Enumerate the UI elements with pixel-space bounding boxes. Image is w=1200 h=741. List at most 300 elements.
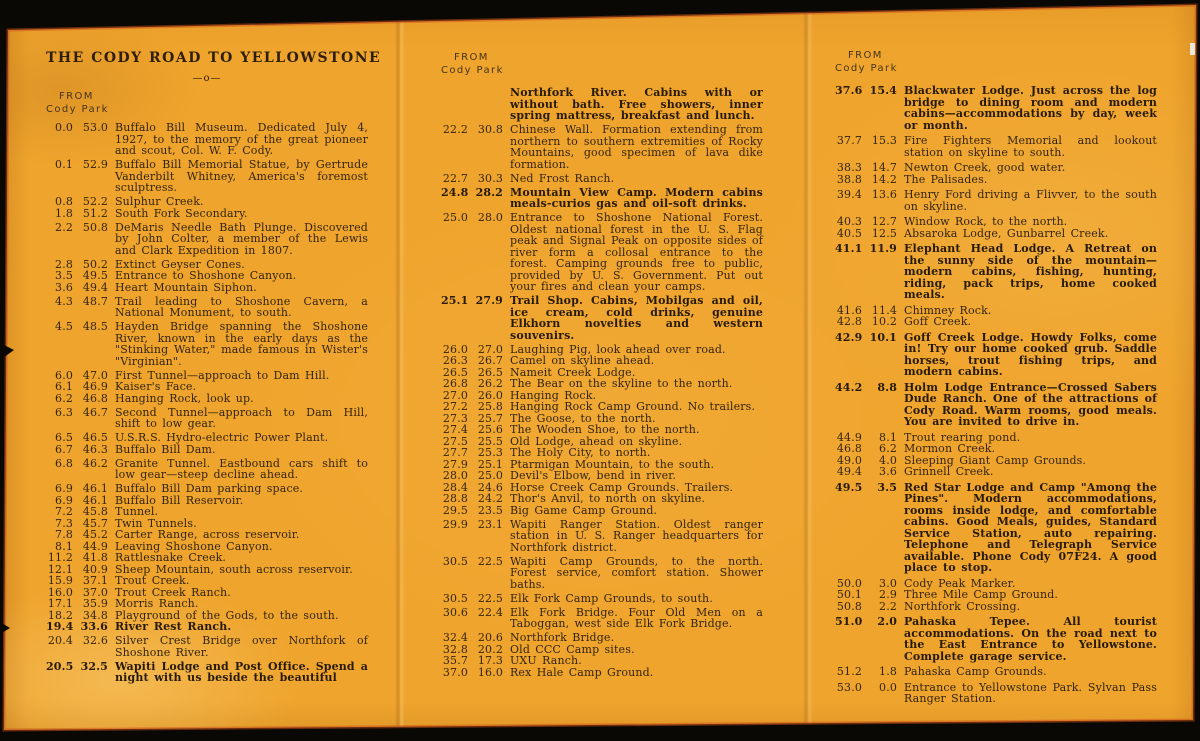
- miles-from-cody: 42.8: [836, 315, 862, 328]
- miles-to-yellowstone: 14.2: [871, 172, 897, 186]
- mileage-entry: [835, 666, 1157, 678]
- miles-to-yellowstone: 13.6: [871, 188, 897, 201]
- landmark-description: The Bear on the skyline to the north.: [510, 377, 733, 390]
- mileage-entry: [46, 282, 368, 294]
- miles-from-cody: 0.8: [55, 195, 73, 208]
- miles-from-cody: 24.8: [441, 185, 469, 199]
- miles-from-cody: 8.1: [55, 539, 73, 553]
- miles-from-cody: 6.3: [55, 405, 73, 419]
- miles-from-cody: 0.0: [55, 121, 73, 134]
- landmark-description: Hanging Rock, look up.: [115, 391, 254, 405]
- landmark-description: Trail leading to Shoshone Cavern, a National Monument, to south.: [115, 294, 368, 319]
- mileage-entry: [835, 316, 1157, 328]
- miles-from-cody: 16.0: [47, 585, 73, 599]
- landmark-description: Cody Peak Marker.: [904, 576, 1016, 590]
- miles-to-yellowstone: 20.6: [477, 631, 503, 644]
- miles-to-yellowstone: 26.5: [477, 365, 503, 379]
- cody-park-label: Cody Park: [835, 62, 898, 74]
- miles-to-yellowstone: 1.8: [879, 665, 897, 678]
- miles-to-yellowstone: 4.0: [879, 453, 897, 467]
- miles-to-yellowstone: 50.8: [82, 220, 108, 234]
- miles-from-cody: 30.5: [442, 554, 468, 568]
- mileage-entries: [46, 122, 368, 684]
- miles-to-yellowstone: 22.5: [477, 554, 503, 568]
- miles-to-yellowstone: 27.0: [477, 342, 503, 356]
- miles-from-cody: 20.4: [47, 634, 73, 647]
- landmark-description: Kaiser's Face.: [115, 380, 197, 393]
- landmark-description: The Goose, to the north.: [510, 411, 656, 425]
- miles-from-cody: 17.1: [47, 597, 73, 610]
- cody-park-label: Cody Park: [441, 64, 504, 76]
- landmark-description: Laughing Pig, look ahead over road.: [510, 342, 726, 356]
- mileage-entry: [46, 122, 368, 157]
- mileage-entry: [441, 124, 763, 170]
- landmark-description: Old CCC Camp sites.: [510, 642, 635, 656]
- miles-from-cody: 49.0: [836, 453, 862, 467]
- landmark-description: Pahaska Tepee. All tourist accommodations. On the road next to the East Entrance to Yellowstone. Complete garage service.: [904, 615, 1157, 663]
- landmark-description: Extinct Geyser Cones.: [115, 257, 245, 271]
- landmark-description: The Holy City, to north.: [510, 446, 651, 459]
- miles-to-yellowstone: 41.8: [82, 551, 108, 564]
- miles-to-yellowstone: 22.4: [477, 605, 503, 619]
- landmark-description: Ned Frost Ranch.: [510, 171, 615, 185]
- miles-to-yellowstone: 28.2: [475, 185, 503, 199]
- miles-to-yellowstone: 48.5: [82, 320, 108, 333]
- miles-from-cody: 53.0: [836, 680, 862, 694]
- from-label: FROM: [454, 52, 489, 63]
- mileage-entry: [46, 208, 368, 220]
- landmark-description: Mountain View Camp. Modern cabins meals-curios gas and oil-soft drinks.: [510, 185, 763, 210]
- miles-from-cody: 26.5: [442, 365, 468, 379]
- landmark-description: Hayden Bridge spanning the Shoshone River, known in the early days as the "Stinking Water," made famous in Wister's "Virginian".: [115, 320, 368, 368]
- miles-from-cody: 6.2: [55, 391, 73, 405]
- miles-from-cody: 26.8: [442, 377, 468, 390]
- miles-to-yellowstone: 46.7: [82, 405, 108, 419]
- landmark-description: Wapiti Lodge and Post Office. Spend a night with us beside the beautiful: [115, 659, 368, 684]
- miles-to-yellowstone: 10.2: [871, 315, 897, 328]
- miles-to-yellowstone: 10.1: [869, 330, 897, 344]
- mileage-entries: [835, 85, 1157, 705]
- cody-park-label: Cody Park: [46, 103, 109, 115]
- miles-from-cody: 7.3: [55, 516, 73, 530]
- miles-to-yellowstone: 24.2: [477, 492, 503, 505]
- column-header-from: [835, 50, 1157, 75]
- miles-from-cody: 51.0: [835, 615, 863, 628]
- miles-to-yellowstone: 46.3: [82, 442, 108, 456]
- mileage-entry: [441, 505, 763, 517]
- miles-from-cody: 19.4: [46, 620, 74, 633]
- landmark-description: The Wooden Shoe, to the north.: [510, 423, 700, 436]
- miles-from-cody: 44.9: [836, 430, 862, 444]
- miles-to-yellowstone: 33.6: [80, 620, 108, 633]
- landmark-description: Leaving Shoshone Canyon.: [115, 539, 273, 553]
- miles-from-cody: 26.0: [442, 342, 468, 356]
- miles-to-yellowstone: 26.2: [477, 377, 503, 390]
- miles-from-cody: 37.0: [442, 665, 468, 679]
- mileage-entry: [835, 162, 1157, 174]
- landmark-description: South Fork Secondary.: [115, 206, 248, 220]
- miles-to-yellowstone: 51.2: [82, 206, 108, 220]
- miles-to-yellowstone: 50.2: [82, 257, 108, 271]
- miles-from-cody: 11.2: [47, 551, 73, 564]
- landmark-description: Blackwater Lodge. Just across the log bridge to dining room and modern cabins—accommodations by day, week or month.: [904, 84, 1157, 132]
- landmark-description: Entrance to Shoshone Canyon.: [115, 269, 297, 282]
- mileage-entry: [835, 174, 1157, 186]
- miles-to-yellowstone: 45.8: [82, 505, 108, 518]
- landmark-description: U.S.R.S. Hydro-electric Power Plant.: [115, 431, 329, 444]
- miles-from-cody: 38.3: [836, 161, 862, 174]
- landmark-description: Tunnel.: [115, 505, 159, 518]
- miles-from-cody: 6.9: [55, 493, 73, 507]
- miles-to-yellowstone: 24.6: [477, 480, 503, 494]
- miles-to-yellowstone: 45.7: [82, 516, 108, 530]
- miles-to-yellowstone: 25.7: [477, 411, 503, 425]
- miles-to-yellowstone: 20.2: [477, 642, 503, 656]
- miles-from-cody: 6.0: [55, 368, 73, 382]
- miles-to-yellowstone: 46.2: [82, 456, 108, 470]
- landmark-description: Fire Fighters Memorial and lookout station on skyline to south.: [904, 134, 1157, 159]
- landmark-description: Camel on skyline ahead.: [510, 354, 655, 367]
- miles-from-cody: 44.2: [835, 380, 863, 394]
- landmark-description: Absaroka Lodge, Gunbarrel Creek.: [904, 226, 1109, 240]
- mileage-entry: [46, 321, 368, 367]
- miles-from-cody: 27.2: [442, 400, 468, 413]
- landmark-description: Chinese Wall. Formation extending from northern to southern extremities of Rocky Mountains, good specimen of lava dike formation.: [510, 123, 763, 171]
- miles-to-yellowstone: 25.8: [477, 400, 503, 413]
- column-header-from: [441, 52, 763, 77]
- miles-from-cody: 12.1: [47, 562, 73, 576]
- miles-to-yellowstone: 26.0: [477, 388, 503, 402]
- miles-from-cody: 49.4: [836, 465, 862, 478]
- miles-from-cody: 27.0: [442, 388, 468, 402]
- miles-from-cody: 41.1: [835, 242, 863, 255]
- landmark-description: Pahaska Camp Grounds.: [904, 665, 1047, 678]
- mileage-entry: [441, 87, 763, 122]
- miles-to-yellowstone: 25.5: [477, 434, 503, 448]
- landmark-description: Horse Creek Camp Grounds. Trailers.: [510, 480, 734, 494]
- miles-from-cody: 28.4: [442, 480, 468, 494]
- mileage-entry: [441, 607, 763, 630]
- miles-to-yellowstone: 17.3: [477, 654, 503, 667]
- miles-to-yellowstone: 46.1: [82, 482, 108, 495]
- miles-from-cody: 38.8: [836, 172, 862, 186]
- mileage-entries: [441, 87, 763, 678]
- mileage-entry: [441, 295, 763, 341]
- miles-from-cody: 37.6: [835, 84, 863, 97]
- miles-to-yellowstone: 37.0: [82, 585, 108, 599]
- miles-to-yellowstone: 46.1: [82, 493, 108, 507]
- miles-from-cody: 7.2: [55, 505, 73, 518]
- miles-from-cody: 6.5: [55, 431, 73, 444]
- miles-from-cody: 6.7: [55, 442, 73, 456]
- miles-to-yellowstone: 8.8: [877, 380, 897, 394]
- landmark-description: Mormon Creek.: [904, 442, 996, 455]
- mileage-column-left: [46, 50, 382, 686]
- miles-from-cody: 39.4: [836, 188, 862, 201]
- column-header-from: [46, 91, 368, 116]
- miles-to-yellowstone: 35.9: [82, 597, 108, 610]
- miles-to-yellowstone: 45.2: [82, 528, 108, 541]
- landmark-description: UXU Ranch.: [510, 654, 582, 667]
- mileage-entry: [46, 393, 368, 405]
- landmark-description: Wapiti Camp Grounds, to the north. Forest service, comfort station. Shower baths.: [510, 554, 763, 591]
- landmark-description: Buffalo Bill Museum. Dedicated July 4, 1927, to the memory of the great pioneer and scout, Col. W. F. Cody.: [115, 121, 368, 157]
- landmark-description: River Rest Ranch.: [115, 620, 232, 633]
- landmark-description: Devil's Elbow, bend in river.: [510, 469, 677, 482]
- miles-to-yellowstone: 34.8: [82, 608, 108, 622]
- landmark-description: Carter Range, across reservoir.: [115, 528, 300, 541]
- miles-to-yellowstone: 11.4: [871, 303, 897, 317]
- miles-from-cody: 18.2: [47, 608, 73, 622]
- miles-from-cody: 46.8: [836, 442, 862, 455]
- from-label: FROM: [59, 91, 94, 102]
- mileage-entry: [835, 682, 1157, 705]
- landmark-description: Ptarmigan Mountain, to the south.: [510, 457, 715, 471]
- mileage-entry: [441, 212, 763, 293]
- mileage-entry: [835, 135, 1157, 158]
- landmark-description: Window Rock, to the north.: [904, 215, 1068, 228]
- miles-from-cody: 22.7: [442, 171, 468, 185]
- landmark-description: Trout Creek Ranch.: [115, 585, 231, 599]
- miles-to-yellowstone: 2.9: [879, 588, 897, 601]
- mileage-entry: [441, 519, 763, 554]
- miles-to-yellowstone: 28.0: [477, 211, 503, 224]
- landmark-description: First Tunnel—approach to Dam Hill.: [115, 368, 330, 382]
- miles-from-cody: 3.6: [55, 280, 73, 294]
- mileage-entry: [835, 228, 1157, 240]
- miles-from-cody: 20.5: [46, 659, 74, 673]
- landmark-description: Silver Crest Bridge over Northfork of Shoshone River.: [115, 634, 368, 659]
- miles-from-cody: 50.0: [836, 576, 862, 590]
- miles-to-yellowstone: 32.6: [82, 634, 108, 647]
- landmark-description: Hanging Rock Camp Ground. No trailers.: [510, 400, 756, 413]
- mileage-entry: [46, 661, 368, 684]
- miles-to-yellowstone: 8.1: [879, 430, 897, 444]
- miles-to-yellowstone: 2.2: [879, 599, 897, 613]
- mileage-entry: [441, 187, 763, 210]
- miles-to-yellowstone: 14.7: [871, 161, 897, 174]
- miles-from-cody: 41.6: [836, 303, 862, 317]
- miles-from-cody: 29.5: [442, 503, 468, 517]
- landmark-description: Buffalo Bill Reservoir.: [115, 493, 244, 507]
- miles-from-cody: 2.2: [55, 220, 73, 234]
- miles-to-yellowstone: 15.4: [869, 84, 897, 97]
- miles-to-yellowstone: 6.2: [879, 442, 897, 455]
- landmark-description: DeMaris Needle Bath Plunge. Discovered by John Colter, a member of the Lewis and Clark Expedition in 1807.: [115, 220, 368, 257]
- mileage-entry: [441, 556, 763, 591]
- mileage-entry: [46, 621, 368, 633]
- mileage-entry: [835, 601, 1157, 613]
- landmark-description: Big Game Camp Ground.: [510, 503, 658, 517]
- miles-to-yellowstone: 23.5: [477, 503, 503, 517]
- landmark-description: Playground of the Gods, to the south.: [115, 608, 339, 622]
- mileage-entry: [835, 382, 1157, 428]
- mileage-entry: [835, 616, 1157, 662]
- miles-from-cody: 27.7: [442, 446, 468, 459]
- miles-to-yellowstone: 3.5: [877, 480, 897, 494]
- mileage-entry: [441, 173, 763, 185]
- miles-to-yellowstone: 25.1: [477, 457, 503, 471]
- miles-from-cody: 27.9: [442, 457, 468, 471]
- miles-from-cody: 2.8: [55, 257, 73, 271]
- mileage-entry: [835, 85, 1157, 131]
- miles-to-yellowstone: 25.6: [477, 423, 503, 436]
- mileage-entry: [46, 506, 368, 518]
- landmark-description: Northfork Bridge.: [510, 631, 615, 644]
- miles-to-yellowstone: 52.2: [82, 195, 108, 208]
- mileage-entry: [441, 667, 763, 679]
- miles-to-yellowstone: 46.8: [82, 391, 108, 405]
- landmark-description: Rattlesnake Creek.: [115, 551, 227, 564]
- landmark-description: Sleeping Giant Camp Grounds.: [904, 453, 1087, 467]
- landmark-description: Buffalo Bill Dam parking space.: [115, 482, 304, 495]
- landmark-description: Sheep Mountain, south across reservoir.: [115, 562, 353, 576]
- mileage-entry: [835, 332, 1157, 378]
- miles-from-cody: 1.8: [55, 206, 73, 220]
- landmark-description: Grinnell Creek.: [904, 465, 994, 478]
- miles-to-yellowstone: 46.5: [82, 431, 108, 444]
- landmark-description: Trout rearing pond.: [904, 430, 1021, 444]
- miles-from-cody: 51.2: [836, 665, 862, 678]
- miles-from-cody: 40.5: [836, 226, 862, 240]
- miles-to-yellowstone: 23.1: [477, 517, 503, 531]
- miles-from-cody: 25.0: [442, 211, 468, 224]
- landmark-description: Hanging Rock.: [510, 388, 597, 402]
- miles-from-cody: 40.3: [836, 215, 862, 228]
- landmark-description: Elephant Head Lodge. A Retreat on the sunny side of the mountain—modern cabins, fishing, hunting, riding, pack trips, home cooked meals.: [904, 242, 1157, 301]
- miles-to-yellowstone: 0.0: [879, 680, 897, 694]
- title-ornament: —o—: [192, 73, 222, 84]
- landmark-description: Chimney Rock.: [904, 303, 992, 317]
- mileage-entry: [46, 407, 368, 430]
- miles-to-yellowstone: 46.9: [82, 380, 108, 393]
- miles-to-yellowstone: 48.7: [82, 294, 108, 308]
- miles-to-yellowstone: 27.9: [475, 294, 503, 307]
- landmark-description: Three Mile Camp Ground.: [904, 588, 1059, 601]
- miles-to-yellowstone: 11.9: [869, 242, 897, 255]
- landmark-description: Morris Ranch.: [115, 597, 199, 610]
- miles-from-cody: 6.8: [55, 456, 73, 470]
- miles-to-yellowstone: 49.4: [82, 280, 108, 294]
- landmark-description: Northfork Crossing.: [904, 599, 1021, 613]
- mileage-entry: [46, 296, 368, 319]
- landmark-description: Elk Fork Camp Grounds, to south.: [510, 591, 713, 605]
- miles-from-cody: 3.5: [55, 269, 73, 282]
- mileage-entry: [835, 189, 1157, 212]
- miles-from-cody: 0.1: [55, 158, 73, 171]
- landmark-description: Granite Tunnel. Eastbound cars shift to low gear—steep decline ahead.: [115, 456, 368, 481]
- mileage-entry: [835, 466, 1157, 478]
- miles-to-yellowstone: 3.6: [879, 465, 897, 478]
- mileage-entry: [441, 593, 763, 605]
- landmark-description: Second Tunnel—approach to Dam Hill, shift to low gear.: [115, 405, 368, 430]
- miles-from-cody: 42.9: [835, 330, 863, 344]
- from-label: FROM: [848, 50, 883, 61]
- miles-to-yellowstone: 22.5: [477, 591, 503, 605]
- miles-from-cody: 7.8: [55, 528, 73, 541]
- mileage-entry: [46, 635, 368, 658]
- mileage-entry: [46, 444, 368, 456]
- miles-to-yellowstone: 26.7: [477, 354, 503, 367]
- miles-to-yellowstone: 44.9: [82, 539, 108, 553]
- page-title: THE CODY ROAD TO YELLOWSTONE: [46, 50, 382, 66]
- landmark-description: Goff Creek Lodge. Howdy Folks, come in! Try our home cooked grub. Saddle horses, trout fishing trips, and modern cabins.: [904, 330, 1157, 378]
- miles-to-yellowstone: 25.3: [477, 446, 503, 459]
- landmark-description: Entrance to Shoshone National Forest. Oldest national forest in the U. S. Flag peak and Signal Peak on opposite sides of river form a collosal entrance to the forest. Camping grounds free to public, provided by U. S. Government. Put out your fires and clean your camps.: [510, 211, 763, 293]
- mileage-column-right: [835, 50, 1157, 709]
- miles-to-yellowstone: 37.1: [82, 574, 108, 587]
- miles-to-yellowstone: 25.0: [477, 469, 503, 482]
- miles-to-yellowstone: 2.0: [877, 615, 897, 628]
- landmark-description: Buffalo Bill Memorial Statue, by Gertrude Vanderbilt Whitney, America's foremost sculptress.: [115, 158, 368, 194]
- miles-from-cody: 27.3: [442, 411, 468, 425]
- landmark-description: Trout Creek.: [115, 574, 190, 587]
- miles-from-cody: 6.1: [55, 380, 73, 393]
- landmark-description: Buffalo Bill Dam.: [115, 442, 216, 456]
- mileage-entry: [441, 378, 763, 390]
- miles-to-yellowstone: 49.5: [82, 269, 108, 282]
- landmark-description: Northfork River. Cabins with or without bath. Free showers, inner spring mattress, breakfast and lunch.: [510, 86, 763, 122]
- miles-from-cody: 50.8: [836, 599, 862, 613]
- landmark-description: Red Star Lodge and Camp "Among the Pines". Modern accommodations, rooms inside lodge, and comfortable cabins. Good Meals, guides, Standard Service Station, auto repairing. Telephone and Telegraph Service available. Phone Cody 07F24. A good place to stop.: [904, 480, 1157, 574]
- landmark-description: Holm Lodge Entrance—Crossed Sabers Dude Ranch. One of the attractions of Cody Road. Warm rooms, good meals. You are invited to drive in.: [904, 380, 1157, 428]
- miles-from-cody: 37.7: [836, 134, 862, 147]
- miles-to-yellowstone: 12.7: [871, 215, 897, 228]
- landmark-description: Nameit Creek Lodge.: [510, 365, 636, 379]
- landmark-description: Entrance to Yellowstone Park. Sylvan Pass Ranger Station.: [904, 680, 1157, 705]
- miles-to-yellowstone: 12.5: [871, 226, 897, 240]
- miles-from-cody: 49.5: [835, 480, 863, 494]
- miles-from-cody: 28.8: [442, 492, 468, 505]
- miles-from-cody: 22.2: [442, 123, 468, 136]
- miles-to-yellowstone: 47.0: [82, 368, 108, 382]
- miles-from-cody: 27.5: [442, 434, 468, 448]
- landmark-description: Thor's Anvil, to north on skyline.: [510, 492, 706, 505]
- landmark-description: Twin Tunnels.: [115, 516, 197, 530]
- miles-from-cody: 30.6: [442, 605, 468, 619]
- miles-to-yellowstone: 3.0: [879, 576, 897, 590]
- miles-from-cody: 35.7: [442, 654, 468, 667]
- miles-from-cody: 6.9: [55, 482, 73, 495]
- mileage-entry: [835, 243, 1157, 301]
- mileage-entry: [46, 222, 368, 257]
- miles-from-cody: 25.1: [441, 294, 469, 307]
- miles-to-yellowstone: 32.5: [80, 659, 108, 673]
- miles-from-cody: 26.3: [442, 354, 468, 367]
- miles-to-yellowstone: 16.0: [477, 665, 503, 679]
- miles-to-yellowstone: 53.0: [82, 121, 108, 134]
- landmark-description: Wapiti Ranger Station. Oldest ranger station in U. S. Ranger headquarters for Northfork district.: [510, 517, 763, 554]
- miles-from-cody: 29.9: [442, 517, 468, 531]
- miles-from-cody: 27.4: [442, 423, 468, 436]
- miles-to-yellowstone: 30.3: [477, 171, 503, 185]
- landmark-description: The Palisades.: [904, 172, 988, 186]
- miles-from-cody: 32.8: [442, 642, 468, 656]
- landmark-description: Trail Shop. Cabins, Mobilgas and oil, ice cream, cold drinks, genuine Elkhorn novelties and western souvenirs.: [510, 294, 763, 342]
- landmark-description: Newton Creek, good water.: [904, 161, 1066, 174]
- landmark-description: Sulphur Creek.: [115, 195, 204, 208]
- landmark-description: Rex Hale Camp Ground.: [510, 665, 654, 679]
- miles-to-yellowstone: 52.9: [82, 158, 108, 171]
- miles-from-cody: 15.9: [47, 574, 73, 587]
- mileage-entry: [46, 159, 368, 194]
- landmark-description: Goff Creek.: [904, 315, 972, 328]
- miles-from-cody: 4.3: [55, 294, 73, 308]
- miles-to-yellowstone: 40.9: [82, 562, 108, 576]
- miles-from-cody: 32.4: [442, 631, 468, 644]
- miles-from-cody: 28.0: [442, 469, 468, 482]
- miles-to-yellowstone: 30.8: [477, 123, 503, 136]
